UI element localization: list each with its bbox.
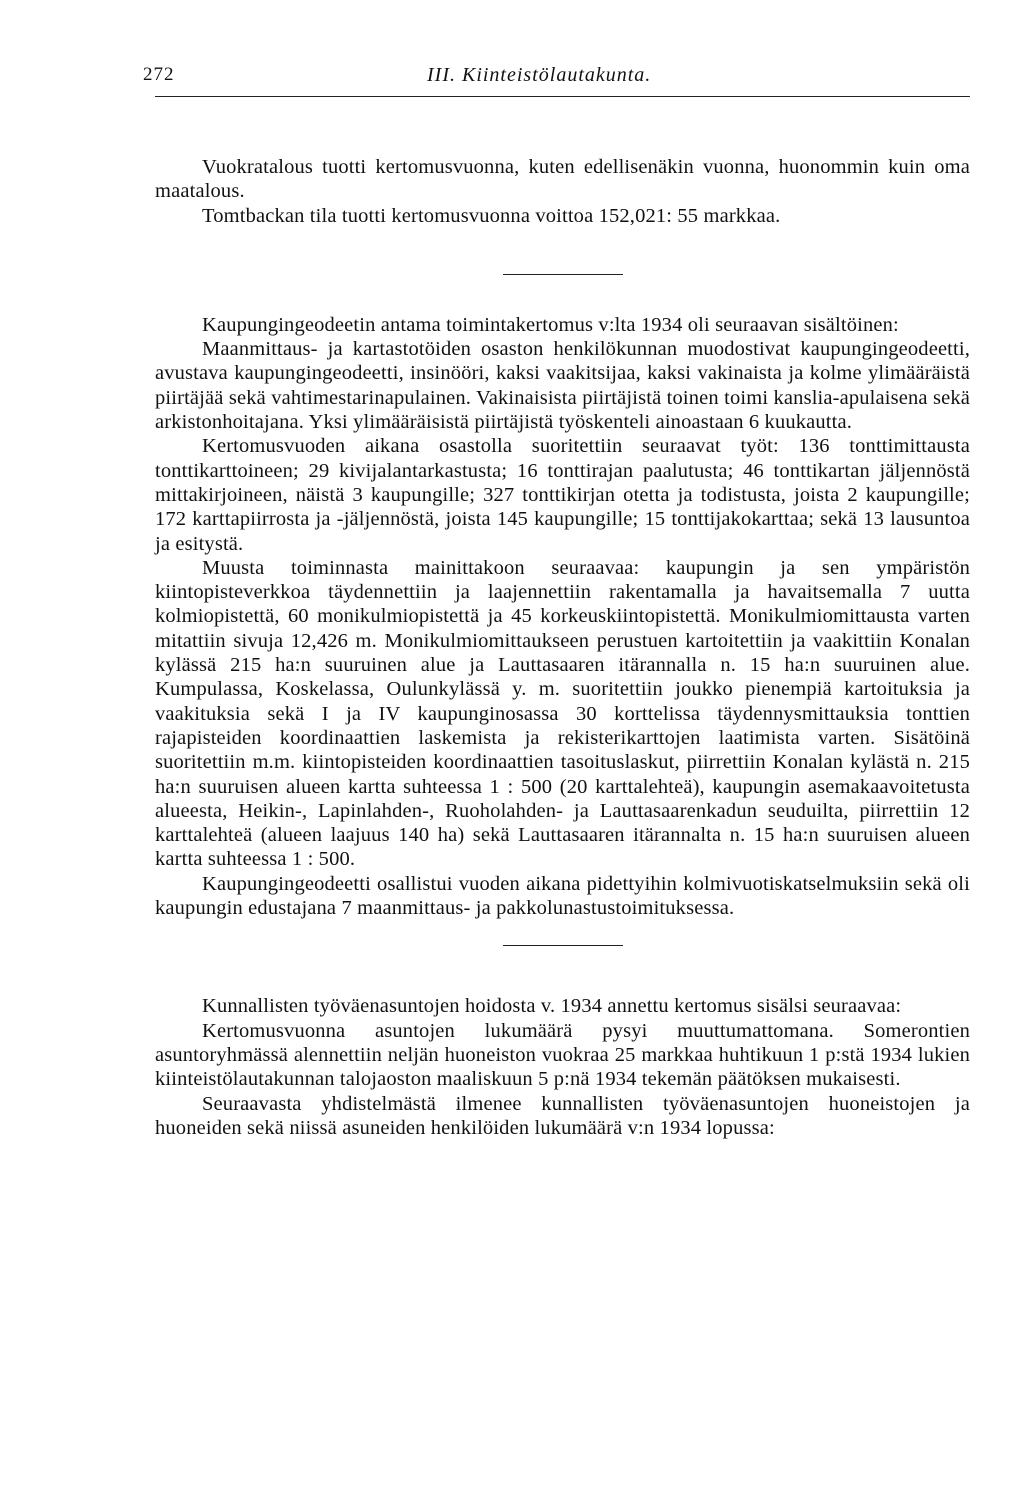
paragraph: Seuraavasta yhdistelmästä ilmenee kunnallisten työväenasuntojen huoneistojen ja huoneiden sekä niissä asuneiden henkilöiden lukumäärä v:n 1934 lopussa:	[155, 1092, 970, 1139]
section-divider	[503, 945, 623, 946]
paragraph: Kertomusvuoden aikana osastolla suoritettiin seuraavat työt: 136 tonttimittausta tonttikarttoineen; 29 kivijalantarkastusta; 16 tonttirajan paalutusta; 46 tonttikartan jäljennöstä mittakirjoineen, näistä 3 kaupungille; 327 tonttikirjan otetta ja todistusta, joista 2 kaupungille; 172 karttapiirrosta ja -jäljennöstä, joista 145 kaupungille; 15 tonttijakokarttaa; sekä 13 lausuntoa ja esitystä.	[155, 435, 970, 555]
paragraph: Vuokratalous tuotti kertomusvuonna, kuten edellisenäkin vuonna, huonommin kuin oma maatalous.	[155, 156, 970, 203]
book-page	[143, 60, 970, 1140]
section-intro: Kunnallisten työväenasuntojen hoidosta v. 1934 annettu kertomus sisälsi seuraavaa:	[202, 995, 902, 1018]
paragraph: Tomtbackan tila tuotti kertomusvuonna voittoa 152,021: 55 markkaa.	[202, 204, 781, 227]
section-title: III. Kiinteistölautakunta.	[427, 64, 652, 86]
paragraph: Muusta toiminnasta mainittakoon seuraavaa: kaupungin ja sen ympäristön kiintopisteverkkoa täydennettiin ja laajennettiin rakentamalla ja havaitsemalla 7 uutta kolmiopistettä, 60 monikulmiopistettä ja 45 korkeuskiintopistettä. Monikulmiomittausta varten mitattiin sivuja 12,426 m. Monikulmiomittaukseen perustuen kartoitettiin ja vaakittiin Konalan kylässä 215 ha:n suuruinen alue ja Lauttasaaren itärannalla n. 15 ha:n suuruinen alue. Kumpulassa, Koskelassa, Oulunkylässä y. m. suoritettiin joukko pienempiä kartoituksia ja vaakituksia sekä I ja IV kaupunginosassa 30 korttelissa täydennysmittauksia tonttien rajapisteiden koordinaattien laskemista ja rekisterikarttojen laatimista varten. Sisätöinä suoritettiin m.m. kiintopisteiden koordinaattien tasoituslaskut, piirrettiin Konalan kylästä n. 215 ha:n suuruisen alueen kartta suhteessa 1 : 500 (20 karttalehteä), kaupungin asemakaavoitetusta alueesta, Heikin-, Lapinlahden-, Ruoholahden- ja Lauttasaarenkadun seuduilta, piirrettiin 12 karttalehteä (alueen laajuus 140 ha) sekä Lauttasaaren itärannalta n. 15 ha:n suuruisen alueen kartta suhteessa 1 : 500.	[155, 556, 970, 871]
section-intro: Kaupungingeodeetin antama toimintakertomus v:lta 1934 oli seuraavan sisältöinen:	[202, 313, 899, 336]
section-divider	[503, 274, 623, 275]
paragraph: Kaupungingeodeetti osallistui vuoden aikana pidettyihin kolmivuotiskatselmuksiin sekä oli kaupungin edustajana 7 maanmittaus- ja pakkolunastustoimituksessa.	[155, 872, 970, 920]
section-workers-housing	[155, 994, 970, 1140]
paragraph: Kertomusvuonna asuntojen lukumäärä pysyi muuttumattomana. Somerontien asuntoryhmässä alennettiin neljän huoneiston vuokraa 25 markkaa huhtikuun 1 p:stä 1934 lukien kiinteistölautakunnan talojaoston maaliskuun 5 p:nä 1934 tekemän päätöksen mukaisesti.	[155, 1019, 970, 1091]
running-header	[143, 60, 970, 97]
section-geodesist-report	[155, 313, 970, 920]
paragraph: Maanmittaus- ja kartastotöiden osaston henkilökunnan muodostivat kaupungingeodeetti, avustava kaupungingeodeetti, insinööri, kaksi vaakitsijaa, kaksi vakinaista ja kolme ylimääräistä piirtäjää sekä vahtimestarinapulainen. Vakinaisista piirtäjistä toinen toimi kanslia-apulaisena sekä arkistonhoitajana. Yksi ylimääräisistä piirtäjistä työskenteli ainoastaan 6 kuukautta.	[155, 338, 970, 434]
page-number: 272	[143, 64, 175, 85]
section-rental-economy	[155, 155, 970, 228]
